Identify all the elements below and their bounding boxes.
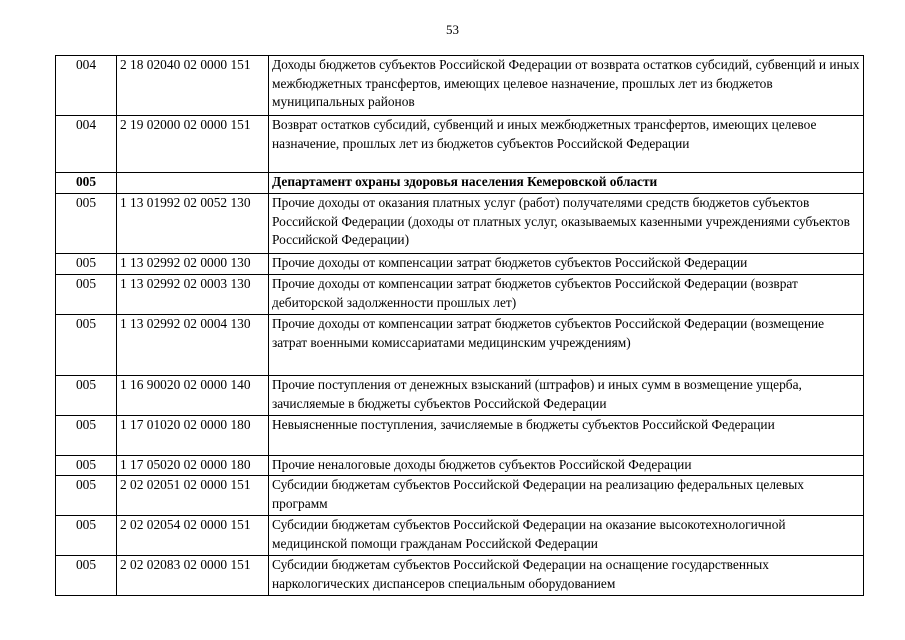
table-row [56,194,864,254]
description-cell: Невыясненные поступления, зачисляемые в бюджеты субъектов Российской Федерации [269,416,864,456]
admin-code-cell: 004 [56,116,117,173]
budget-code-cell: 2 02 02051 02 0000 151 [117,476,269,516]
budget-code-cell: 1 13 02992 02 0004 130 [117,315,269,376]
budget-code-cell: 1 13 02992 02 0000 130 [117,254,269,275]
table-row [56,556,864,596]
table-row [56,476,864,516]
description-cell: Субсидии бюджетам субъектов Российской Федерации на оказание высокотехнологичной медицинской помощи гражданам Российской Федерации [269,516,864,556]
admin-code-cell: 005 [56,194,117,254]
table-row [56,456,864,476]
table-row [56,416,864,456]
admin-code-cell: 005 [56,315,117,376]
budget-code-cell: 1 16 90020 02 0000 140 [117,376,269,416]
description-cell: Прочие поступления от денежных взысканий (штрафов) и иных сумм в возмещение ущерба, зачисляемые в бюджеты субъектов Российской Федерации [269,376,864,416]
table-row [56,56,864,116]
description-cell: Субсидии бюджетам субъектов Российской Федерации на реализацию федеральных целевых программ [269,476,864,516]
budget-code-cell: 1 13 01992 02 0052 130 [117,194,269,254]
description-cell: Доходы бюджетов субъектов Российской Федерации от возврата остатков субсидий, субвенций и иных межбюджетных трансфертов, имеющих целевое назначение, прошлых лет из бюджетов муниципальных районов [269,56,864,116]
page-number: 53 [446,22,459,37]
admin-code-cell: 004 [56,56,117,116]
admin-code-cell: 005 [56,173,117,194]
admin-code-cell: 005 [56,376,117,416]
admin-code-cell: 005 [56,254,117,275]
admin-code-cell: 005 [56,476,117,516]
budget-code-cell: 2 19 02000 02 0000 151 [117,116,269,173]
budget-code-cell: 1 13 02992 02 0003 130 [117,275,269,315]
table-row [56,275,864,315]
table-row [56,315,864,376]
department-title-cell: Департамент охраны здоровья населения Кемеровской области [269,173,864,194]
budget-code-cell: 2 02 02083 02 0000 151 [117,556,269,596]
table-row [56,376,864,416]
budget-code-cell [117,173,269,194]
description-cell: Прочие доходы от оказания платных услуг (работ) получателями средств бюджетов субъектов Российской Федерации (доходы от платных услуг, оказываемых казенными учреждениями субъектов Российской Федерации) [269,194,864,254]
budget-code-cell: 2 02 02054 02 0000 151 [117,516,269,556]
description-cell: Субсидии бюджетам субъектов Российской Федерации на оснащение государственных наркологических диспансеров специальным оборудованием [269,556,864,596]
department-header-row [56,173,864,194]
budget-classification-table [55,55,864,596]
admin-code-cell: 005 [56,456,117,476]
budget-code-cell: 1 17 05020 02 0000 180 [117,456,269,476]
admin-code-cell: 005 [56,275,117,315]
table-row [56,116,864,173]
admin-code-cell: 005 [56,556,117,596]
description-cell: Прочие доходы от компенсации затрат бюджетов субъектов Российской Федерации (возврат дебиторской задолженности прошлых лет) [269,275,864,315]
admin-code-cell: 005 [56,516,117,556]
table-row [56,516,864,556]
admin-code-cell: 005 [56,416,117,456]
table-row [56,254,864,275]
description-cell: Прочие доходы от компенсации затрат бюджетов субъектов Российской Федерации [269,254,864,275]
budget-code-cell: 2 18 02040 02 0000 151 [117,56,269,116]
description-cell: Прочие неналоговые доходы бюджетов субъектов Российской Федерации [269,456,864,476]
budget-code-cell: 1 17 01020 02 0000 180 [117,416,269,456]
description-cell: Прочие доходы от компенсации затрат бюджетов субъектов Российской Федерации (возмещение затрат военными комиссариатами медицинским учреждениям) [269,315,864,376]
description-cell: Возврат остатков субсидий, субвенций и иных межбюджетных трансфертов, имеющих целевое назначение, прошлых лет из бюджетов субъектов Российской Федерации [269,116,864,173]
